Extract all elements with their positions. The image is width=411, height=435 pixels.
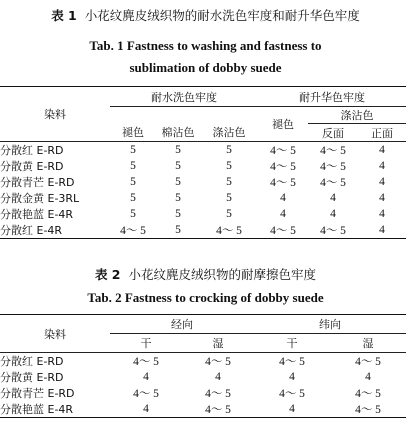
cell: 4 xyxy=(379,160,385,172)
table1-header-sub-fade: 褪色 xyxy=(258,107,308,142)
cell: 4 xyxy=(330,208,336,220)
cell: 5 xyxy=(130,176,136,188)
table2 xyxy=(0,314,406,418)
cell: 5 xyxy=(175,144,181,156)
table-row xyxy=(0,206,406,222)
row-dye: 分散黄 E-RD xyxy=(0,160,64,173)
row-dye: 分散红 E-RD xyxy=(0,355,64,368)
cell: 4～ 5 xyxy=(258,222,308,239)
table1-header-wash-fade: 褪色 xyxy=(110,124,156,142)
cell: 4～ 5 xyxy=(182,401,254,418)
cell: 5 xyxy=(130,144,136,156)
cell: 5 xyxy=(130,208,136,220)
table-row xyxy=(0,222,406,239)
table1-header-wash-poly: 涤沾色 xyxy=(200,124,258,142)
cell: 4～ 5 xyxy=(320,161,346,173)
cell: 5 xyxy=(175,208,181,220)
table-row xyxy=(0,142,406,159)
table2-header-warp: 经向 xyxy=(110,315,254,334)
cell: 4～ 5 xyxy=(200,222,258,239)
table-row xyxy=(0,174,406,190)
table1-header-sub-front: 正面 xyxy=(358,124,406,142)
cell: 5 xyxy=(175,160,181,172)
table1-header-dye: 染料 xyxy=(0,87,110,142)
table-row xyxy=(0,353,406,370)
cell: 4 xyxy=(110,401,182,418)
table-row xyxy=(0,369,406,385)
table2-header-warp-dry: 干 xyxy=(110,334,182,353)
cell: 4～ 5 xyxy=(355,356,381,368)
table1-number: 表 1 xyxy=(51,8,77,23)
cell: 5 xyxy=(175,192,181,204)
table-row xyxy=(0,190,406,206)
cell: 4 xyxy=(379,192,385,204)
table2-number: 表 2 xyxy=(94,267,121,282)
table2-header-weft-dry: 干 xyxy=(254,334,330,353)
table-row xyxy=(0,401,406,418)
cell: 4～ 5 xyxy=(133,356,159,368)
cell: 4 xyxy=(215,371,221,383)
table1-header-sublimation: 耐升华色牢度 xyxy=(258,87,406,107)
row-dye: 分散艳蓝 E-4R xyxy=(0,208,74,221)
cell: 5 xyxy=(175,176,181,188)
table1-caption-cn xyxy=(0,6,411,24)
table1-title-cn: 小花纹麂皮绒织物的耐水洗色牢度和耐升华色牢度 xyxy=(84,8,360,23)
cell: 5 xyxy=(130,192,136,204)
row-dye: 分散金黄 E-3RL xyxy=(0,192,80,205)
cell: 4～ 5 xyxy=(270,145,296,157)
table1-header-sub-stain-poly: 涤沾色 xyxy=(308,107,406,124)
table1 xyxy=(0,86,406,239)
table2-header-warp-wet: 湿 xyxy=(182,334,254,353)
table1-header-washing: 耐水洗色牢度 xyxy=(110,87,258,107)
cell: 4 xyxy=(289,371,295,383)
table2-caption-cn xyxy=(0,265,411,283)
table1-header-sub-back: 反面 xyxy=(308,124,358,142)
cell: 5 xyxy=(226,208,232,220)
cell: 4～ 5 xyxy=(330,401,406,418)
table2-title-cn: 小花纹麂皮绒织物的耐摩擦色牢度 xyxy=(128,267,317,282)
cell: 4 xyxy=(280,192,286,204)
cell: 4～ 5 xyxy=(205,388,231,400)
cell: 5 xyxy=(156,222,200,239)
cell: 4～ 5 xyxy=(205,356,231,368)
cell: 4～ 5 xyxy=(279,356,305,368)
table2-header-weft: 纬向 xyxy=(254,315,406,334)
table2-caption-en: Tab. 2 Fastness to crocking of dobby suede xyxy=(87,290,324,305)
cell: 4～ 5 xyxy=(279,388,305,400)
row-dye: 分散青芒 E-RD xyxy=(0,387,75,400)
table1-caption-en-line2: sublimation of dobby suede xyxy=(129,60,282,75)
cell: 5 xyxy=(130,160,136,172)
row-dye: 分散红 E-RD xyxy=(0,144,64,157)
cell: 4～ 5 xyxy=(110,222,156,239)
row-dye: 分散艳蓝 E-4R xyxy=(0,401,110,418)
cell: 4～ 5 xyxy=(355,388,381,400)
table1-body xyxy=(0,142,406,239)
cell: 4～ 5 xyxy=(270,161,296,173)
cell: 4 xyxy=(379,176,385,188)
cell: 4 xyxy=(143,371,149,383)
row-dye: 分散黄 E-RD xyxy=(0,371,64,384)
cell: 5 xyxy=(226,176,232,188)
cell: 4 xyxy=(358,222,406,239)
cell: 4 xyxy=(365,371,371,383)
cell: 4 xyxy=(379,208,385,220)
cell: 4 xyxy=(280,208,286,220)
row-dye: 分散红 E-4R xyxy=(0,222,110,239)
cell: 4～ 5 xyxy=(320,177,346,189)
cell: 4～ 5 xyxy=(320,145,346,157)
table1-caption-en-line1: Tab. 1 Fastness to washing and fastness to xyxy=(89,38,322,53)
cell: 5 xyxy=(226,160,232,172)
cell: 4 xyxy=(330,192,336,204)
table2-header-weft-wet: 湿 xyxy=(330,334,406,353)
cell: 4～ 5 xyxy=(308,222,358,239)
cell: 4 xyxy=(379,144,385,156)
cell: 5 xyxy=(226,192,232,204)
table-row xyxy=(0,385,406,401)
table-row xyxy=(0,158,406,174)
row-dye: 分散青芒 E-RD xyxy=(0,176,75,189)
cell: 4～ 5 xyxy=(133,388,159,400)
table2-body xyxy=(0,353,406,418)
cell: 4 xyxy=(254,401,330,418)
cell: 5 xyxy=(226,144,232,156)
table1-header-wash-cotton: 棉沾色 xyxy=(156,124,200,142)
table2-header-dye: 染料 xyxy=(0,315,110,353)
cell: 4～ 5 xyxy=(270,177,296,189)
